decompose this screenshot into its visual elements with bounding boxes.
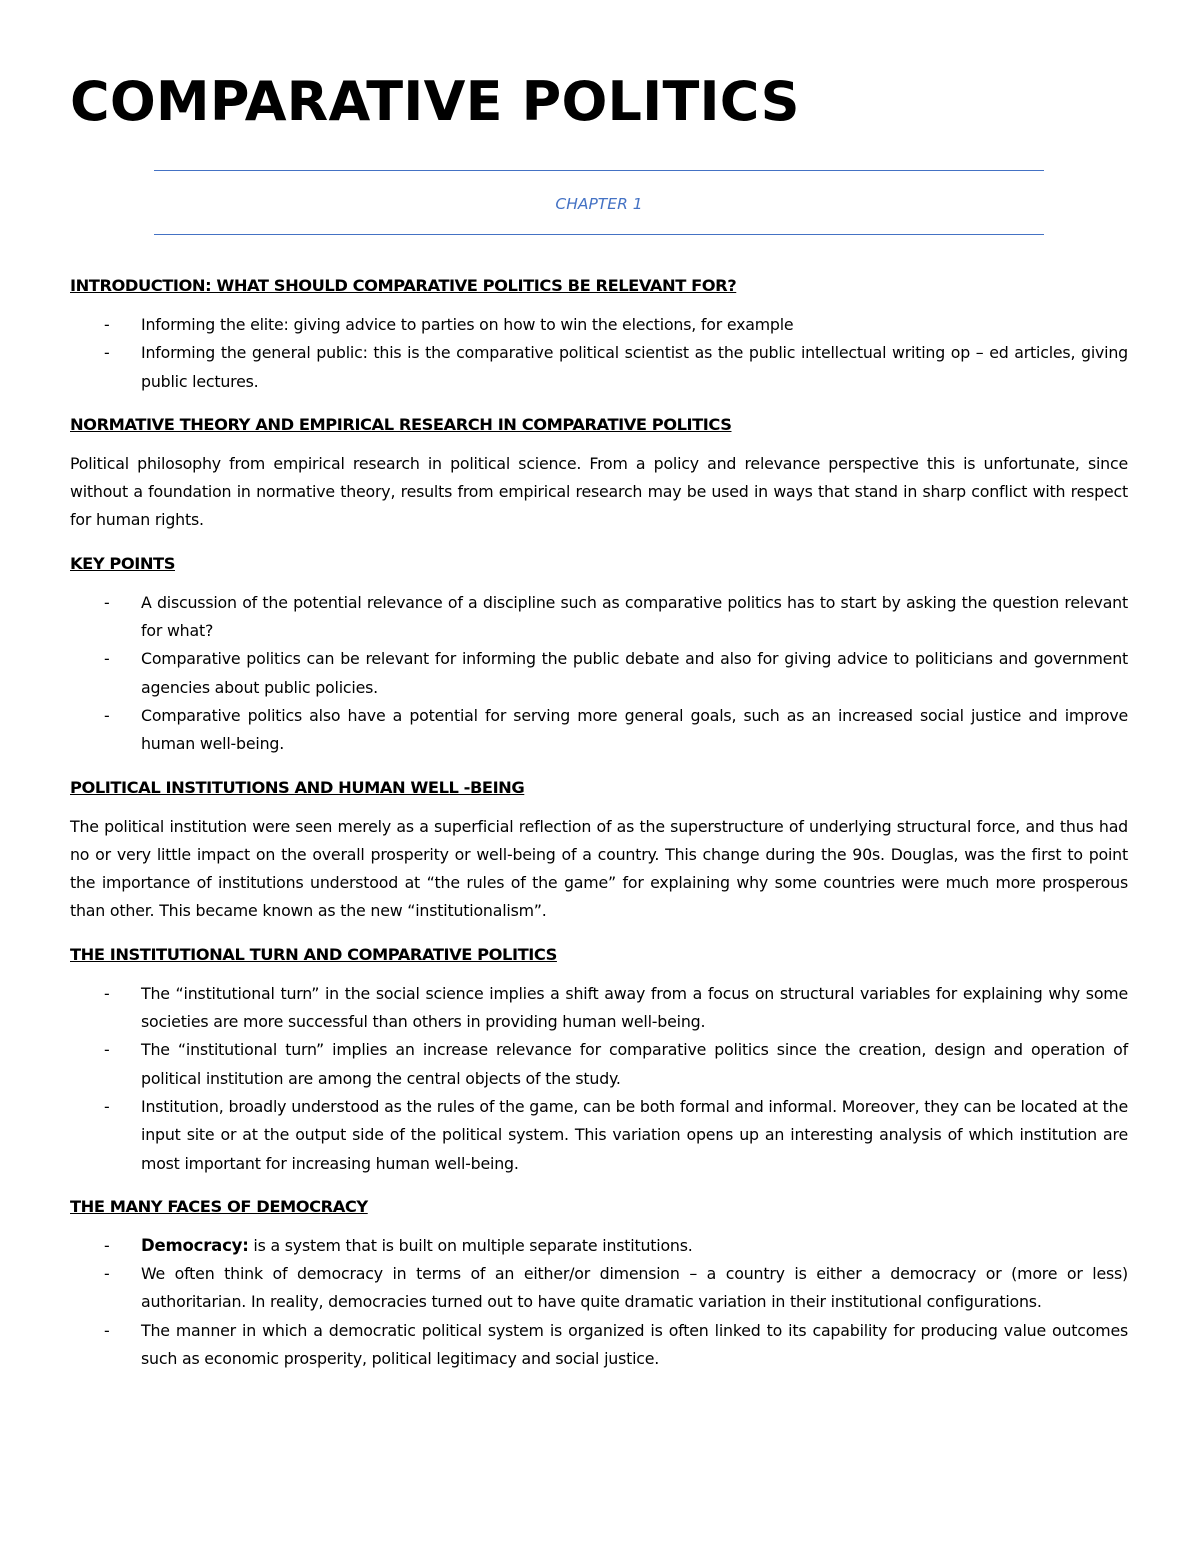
bullet-dash: - bbox=[104, 1320, 110, 1340]
list-item bbox=[70, 1317, 1128, 1374]
list-item-text: The manner in which a democratic political system is organized is often linked to its capability for producing value outcomes such as economic prosperity, political legitimacy and social justice. bbox=[141, 1320, 1128, 1369]
section-introduction bbox=[70, 275, 1128, 396]
list-item-text: The “institutional turn” in the social science implies a shift away from a focus on structural variables for explaining why some societies are more successful than others in providing human well-being. bbox=[141, 983, 1128, 1032]
section-heading: NORMATIVE THEORY AND EMPIRICAL RESEARCH IN COMPARATIVE POLITICS bbox=[70, 414, 732, 434]
list-item-text: Institution, broadly understood as the rules of the game, can be both formal and informal. Moreover, they can be located at the input site or at the output side of the political system. This variation opens up an interesting analysis of which institution are most important for increasing human well-being. bbox=[141, 1096, 1128, 1173]
list-item bbox=[70, 1036, 1128, 1093]
list-item-text: Comparative politics also have a potential for serving more general goals, such as an increased social justice and improve human well-being. bbox=[141, 705, 1128, 754]
list-item bbox=[70, 1093, 1128, 1178]
defined-term: Democracy: bbox=[141, 1235, 249, 1255]
section-heading: POLITICAL INSTITUTIONS AND HUMAN WELL -BEING bbox=[70, 777, 525, 797]
list-item-text: The “institutional turn” implies an increase relevance for comparative politics since the creation, design and operation of political institution are among the central objects of the study. bbox=[141, 1040, 1128, 1088]
section-heading: KEY POINTS bbox=[70, 553, 175, 573]
bullet-dash: - bbox=[104, 1096, 110, 1116]
bullet-list bbox=[70, 1232, 1128, 1373]
list-item-text: A discussion of the potential relevance of a discipline such as comparative politics has to start by asking the question relevant for what? bbox=[141, 592, 1128, 641]
section-normative-theory bbox=[70, 414, 1128, 535]
bullet-list bbox=[70, 589, 1128, 759]
list-item bbox=[70, 339, 1128, 396]
section-paragraph: Political philosophy from empirical research in political science. From a policy and relevance perspective this is unfortunate, since without a foundation in normative theory, results from empirical research may be used in ways that stand in sharp conflict with respect for human rights. bbox=[70, 453, 1128, 530]
chapter-bottom-rule bbox=[154, 234, 1044, 235]
bullet-list bbox=[70, 311, 1128, 396]
section-heading: THE MANY FACES OF DEMOCRACY bbox=[70, 1196, 368, 1216]
bullet-dash: - bbox=[104, 1235, 110, 1255]
bullet-dash: - bbox=[104, 1264, 110, 1284]
list-item-text: We often think of democracy in terms of an either/or dimension – a country is either a democracy or (more or less) authoritarian. In reality, democracies turned out to have quite dramatic variation in their institutional configurations. bbox=[141, 1264, 1128, 1312]
list-item-text: Comparative politics can be relevant for informing the public debate and also for giving advice to politicians and government agencies about public policies. bbox=[141, 649, 1128, 697]
list-item bbox=[70, 980, 1128, 1037]
bullet-dash: - bbox=[104, 1040, 110, 1060]
document-title: COMPARATIVE POLITICS bbox=[70, 70, 800, 133]
list-item bbox=[70, 311, 1128, 339]
bullet-list bbox=[70, 980, 1128, 1178]
bullet-dash: - bbox=[104, 343, 110, 363]
bullet-dash: - bbox=[104, 315, 110, 334]
list-item bbox=[70, 589, 1128, 646]
list-item bbox=[70, 702, 1128, 759]
list-item-text: Informing the general public: this is the comparative political scientist as the public intellectual writing op – ed articles, giving public lectures. bbox=[141, 343, 1128, 391]
chapter-header bbox=[154, 170, 1044, 235]
list-item bbox=[70, 645, 1128, 702]
bullet-dash: - bbox=[104, 705, 110, 725]
chapter-label: CHAPTER 1 bbox=[555, 195, 643, 213]
section-paragraph: The political institution were seen merely as a superficial reflection of as the superstructure of underlying structural force, and thus had no or very little impact on the overall prosperity or well-being of a country. This change during the 90s. Douglas, was the first to point the importance of institutions understood at “the rules of the game” for explaining why some countries were much more prosperous than other. This became known as the new “institutionalism”. bbox=[70, 816, 1128, 921]
section-institutions-well-being bbox=[70, 777, 1128, 926]
bullet-dash: - bbox=[104, 983, 110, 1003]
section-heading: INTRODUCTION: WHAT SHOULD COMPARATIVE POLITICS BE RELEVANT FOR? bbox=[70, 276, 737, 295]
section-faces-of-democracy bbox=[70, 1196, 1128, 1373]
section-institutional-turn bbox=[70, 944, 1128, 1178]
list-item bbox=[70, 1260, 1128, 1317]
list-item-text: Informing the elite: giving advice to parties on how to win the elections, for example bbox=[141, 315, 794, 334]
bullet-dash: - bbox=[104, 649, 110, 669]
section-key-points bbox=[70, 553, 1128, 759]
list-item bbox=[70, 1232, 1128, 1260]
bullet-dash: - bbox=[104, 592, 110, 612]
section-heading: THE INSTITUTIONAL TURN AND COMPARATIVE POLITICS bbox=[70, 944, 557, 964]
term-definition: is a system that is built on multiple separate institutions. bbox=[248, 1235, 693, 1255]
